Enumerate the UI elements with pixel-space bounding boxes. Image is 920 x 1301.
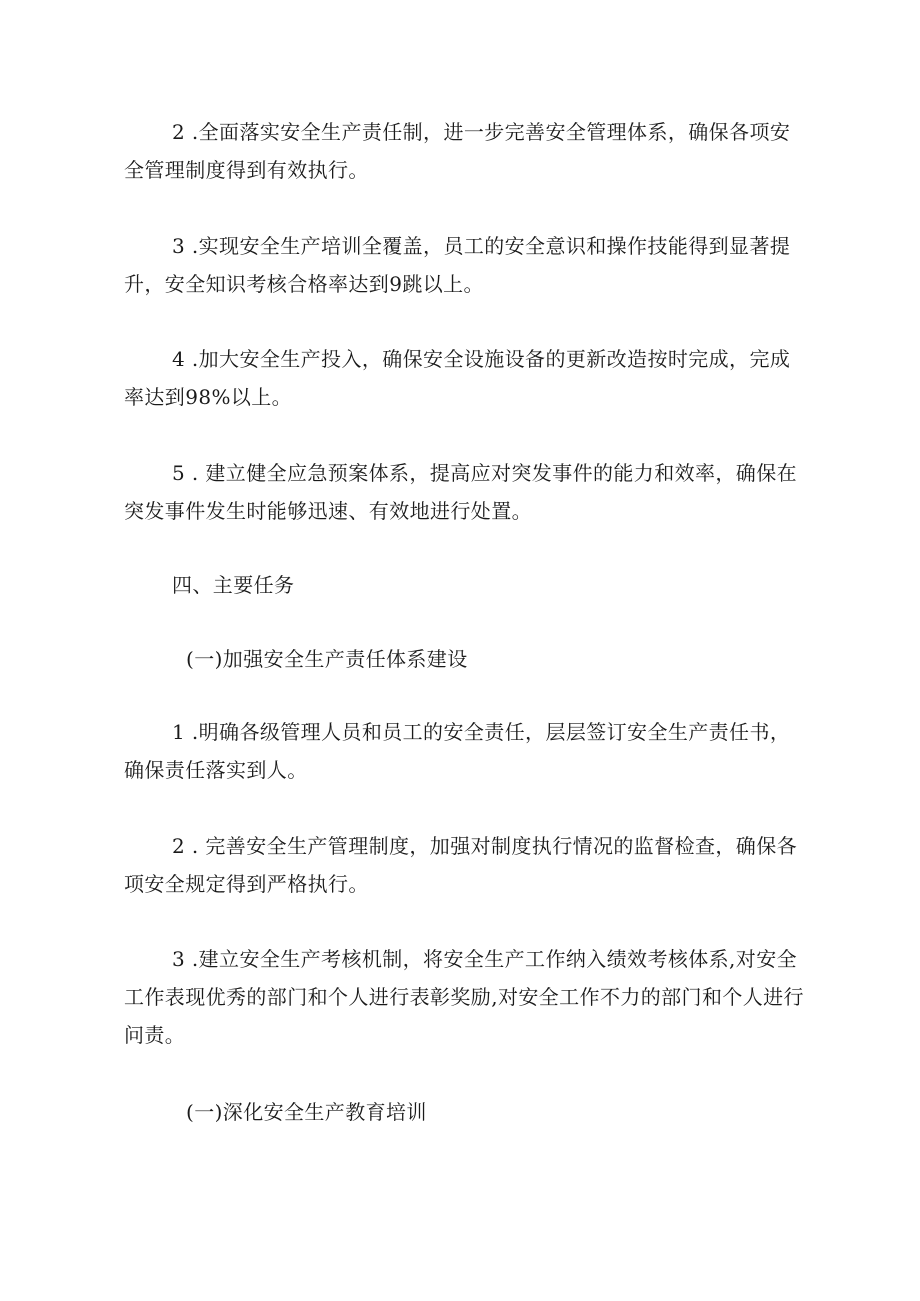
goal-paragraph-5: 5 . 建立健全应急预案体系，提高应对突发事件的能力和效率，确保在突发事件发生时能够迅速、有效地进行处置。 — [124, 461, 797, 523]
task-item-3: 3 .建立安全生产考核机制，将安全生产工作纳入绩效考核体系,对安全工作表现优秀的部门和个人进行表彰奖励,对安全工作不力的部门和个人进行问责。 — [124, 947, 804, 1047]
section-heading: 四、主要任务 — [172, 573, 295, 597]
subsection-heading-2: (一)深化安全生产教育培训 — [186, 1100, 427, 1124]
goal-paragraph-3: 3 .实现安全生产培训全覆盖，员工的安全意识和操作技能得到显著提升，安全知识考核合格率达到9跳以上。 — [124, 234, 791, 296]
subsection-heading-1: (一)加强安全生产责任体系建设 — [186, 647, 468, 671]
goal-paragraph-2: 2 .全面落实安全生产责任制，进一步完善安全管理体系，确保各项安全管理制度得到有效执行。 — [124, 120, 791, 182]
task-item-1: 1 .明确各级管理人员和员工的安全责任，层层签订安全生产责任书，确保责任落实到人。 — [124, 720, 791, 782]
task-item-2: 2 . 完善安全生产管理制度，加强对制度执行情况的监督检查，确保各项安全规定得到严格执行。 — [124, 834, 797, 896]
goal-paragraph-4: 4 .加大安全生产投入，确保安全设施设备的更新改造按时完成，完成率达到98%以上。 — [124, 347, 791, 409]
